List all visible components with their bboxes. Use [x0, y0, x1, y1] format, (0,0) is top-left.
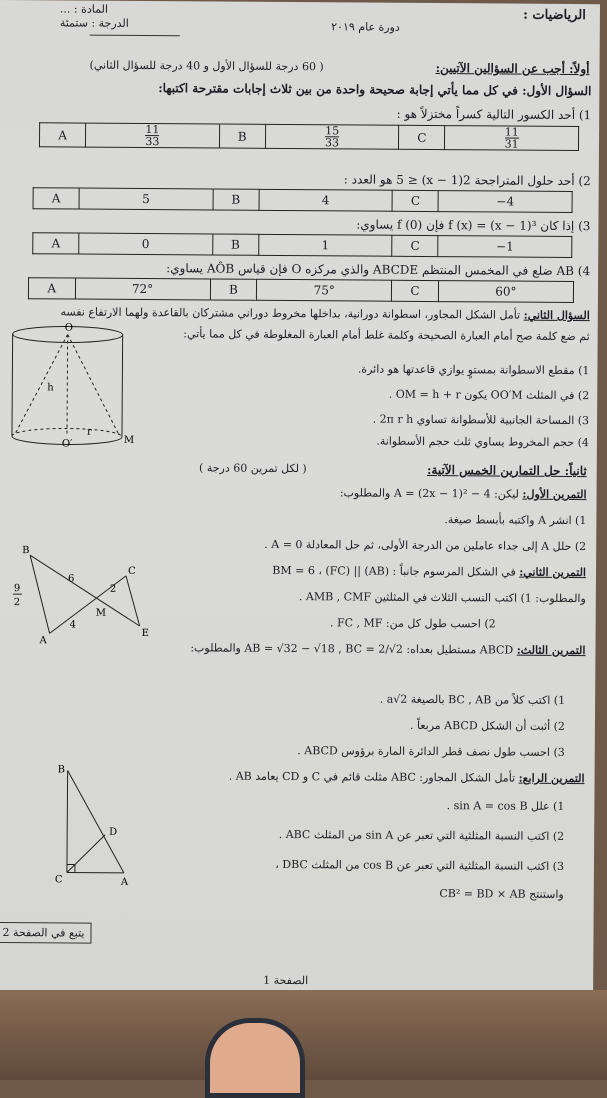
choice-b: $\frac{15}{33}$	[265, 124, 399, 149]
part1-marks: ( 60 درجة للسؤال الأول و 40 درجة للسؤال الثاني)	[90, 59, 324, 74]
ex1-item-1: 1) انشر A واكتبه بأبسط صيغة.	[444, 513, 586, 527]
q2-instructions: ثم ضع كلمة صح أمام العبارة الصحيحة وكلمة غلط أمام العبارة المغلوطة في كل مما يأتي:	[183, 327, 589, 343]
cylinder-left-edge	[12, 334, 13, 436]
q1-item-2-text: 2) أحد حلول المتراجحة 2(x − 1) ≤ 5 هو العدد :	[7, 170, 591, 188]
choice-label-a: A	[33, 233, 79, 254]
part2-heading: ثانياً: حل التمارين الخمس الآتية:	[427, 463, 587, 478]
ex2-item-1: والمطلوب: 1) اكتب النسب الثلاث في المثلثين AMB , CMF .	[299, 590, 586, 605]
q2-item-3: 3) المساحة الجانبية للأسطوانة تساوي 2π r h .	[373, 413, 590, 428]
ex2-text: التمرين الثاني: في الشكل المرسوم جانباً : BM = 6 ، (FC) || (AB)	[272, 564, 586, 579]
q2-item-1: 1) مقطع الاسطوانة بمستوٍ يوازي قاعدتها هو دائرة.	[358, 363, 590, 378]
cyl-label-bottom: O′	[62, 438, 73, 449]
choice-b: 75°	[257, 279, 392, 301]
choice-label-a: A	[33, 188, 79, 209]
q1-item-3-choices	[32, 232, 572, 258]
choice-label-b: B	[219, 124, 265, 148]
fig2-label-9: 9	[14, 583, 20, 594]
continue-note: يتبع في الصفحة 2	[0, 922, 92, 944]
ex2-item-2: 2) احسب طول كل من: FC , MF .	[330, 616, 496, 630]
cylinder-cone-figure	[7, 320, 138, 451]
choice-b: 1	[258, 234, 392, 256]
cyl-label-top: O	[65, 322, 73, 333]
fig2-label-e: E	[142, 628, 149, 639]
segment-ab	[30, 555, 51, 633]
choice-a: 0	[79, 233, 213, 255]
ex4-item-3: 3) اكتب النسبة المثلثية التي تعبر عن cos B من المثلث DBC ،	[275, 858, 564, 873]
choice-a: $\frac{11}{33}$	[86, 123, 220, 148]
subject-title: الرياضيات :	[523, 8, 586, 23]
q1-item-4-choices	[28, 277, 574, 303]
choice-label-b: B	[212, 234, 258, 255]
segment-ba	[67, 770, 125, 872]
page-number: الصفحة 1	[263, 974, 308, 987]
q1-item-3-text: 3) إذا كان f (x) = (x − 1)³ فإن f (0) يساوي:	[6, 215, 590, 233]
choice-c: $\frac{11}{31}$	[445, 126, 579, 151]
choice-label-a: A	[28, 278, 75, 299]
ex4-text: التمرين الرابع: تأمل الشكل المجاور: ABC مثلث قائم في C و CD يعامد AB .	[229, 770, 585, 785]
fig4-label-c: C	[55, 874, 63, 885]
ex3-item-2: 2) أثبت أن الشكل ABCD مربعاً .	[410, 719, 565, 733]
fig4-label-b: B	[58, 764, 65, 775]
fig2-label-6: 6	[68, 573, 74, 584]
fig4-label-d: D	[109, 827, 117, 838]
cyl-label-r: r	[87, 427, 92, 438]
choice-b: 4	[259, 189, 393, 211]
choice-c: −1	[438, 236, 572, 258]
background-foot	[205, 1018, 305, 1098]
choice-c: −4	[438, 191, 572, 213]
fig4-label-a: A	[120, 877, 129, 888]
fig2-label-m: M	[96, 608, 106, 619]
ex4-item-2: 2) اكتب النسبة المثلثية التي تعبر عن sin A من المثلث ABC .	[279, 828, 565, 843]
cone-right-edge	[67, 334, 120, 434]
part1-heading: أولاً: أجب عن السؤالين الآتيين:	[436, 61, 590, 76]
q1-item-4-text: 4) AB ضلع في المخمس المنتظم ABCDE والذي مركزه O فإن قياس AÔB يساوي:	[6, 260, 590, 278]
choice-label-c: C	[392, 190, 438, 211]
fig2-label-a: A	[38, 635, 47, 646]
q1-item-1-choices	[39, 122, 579, 151]
meta-subject: المادة : ...	[60, 2, 108, 15]
choice-label-a: A	[39, 123, 85, 147]
fig2-label-2b: 2	[14, 597, 20, 608]
q2-item-2: 2) في المثلث OO′M يكون OM = h + r .	[389, 388, 590, 402]
ex2-figure	[7, 545, 168, 646]
choice-label-b: B	[213, 189, 259, 210]
q1-title: السؤال الأول: في كل مما يأتي إجابة صحيحة واحدة من بين ثلاث إجابات مقترحة اكتبها:	[7, 80, 591, 98]
cone-height	[67, 334, 68, 436]
fig2-label-2: 2	[110, 584, 116, 595]
ex3-text: التمرين الثالث: ABCD مستطيل بعداه: AB = √32 − √18 , BC = 2/√2 والمطلوب:	[190, 641, 585, 657]
q1-item-2-choices	[33, 187, 573, 213]
choice-label-b: B	[210, 279, 257, 300]
ex3-item-1: 1) اكتب كلاً من BC , AB بالصيغة a√2 .	[380, 693, 565, 707]
choice-label-c: C	[392, 235, 438, 256]
part2-marks: ( لكل تمرين 60 درجة )	[199, 461, 307, 475]
ex1-text: التمرين الأول: ليكن: A = (2x − 1)² − 4 والمطلوب:	[340, 486, 587, 501]
q2-item-4: 4) حجم المخروط يساوي ثلث حجم الأسطوانة.	[376, 435, 589, 449]
ex3-item-3: 3) احسب طول نصف قطر الدائرة المارة برؤوس ABCD .	[297, 744, 565, 759]
header-rule	[90, 35, 180, 37]
fig2-label-c: C	[128, 566, 136, 577]
cylinder-right-edge	[122, 335, 123, 437]
ex4-item-1: 1) علل sin A = cos B .	[447, 799, 565, 813]
fig2-label-b: B	[22, 545, 29, 556]
meta-grade: الدرجة : ستمئة	[60, 16, 129, 29]
choice-a: 5	[79, 188, 213, 210]
choice-c: 60°	[438, 281, 573, 303]
cyl-label-h: h	[47, 382, 54, 393]
segment-cd	[67, 834, 105, 872]
q2-intro: السؤال الثاني: تأمل الشكل المجاور، اسطوانة دورانية، بداخلها مخروط دوراني مشتركان بالقاعدة ولهما الارتفاع نفسه	[60, 305, 589, 322]
cone-left-edge	[15, 334, 68, 434]
segment-be	[30, 555, 140, 626]
ex1-item-2: 2) حلل A إلى جداء عاملين من الدرجة الأولى، ثم حل المعادلة A = 0 .	[264, 538, 586, 553]
session-title: دورة عام ٢٠١٩	[331, 20, 400, 33]
segment-bc	[67, 770, 68, 872]
q1-item-1-text: 1) أحد الكسور التالية كسراً مختزلاً هو :	[7, 104, 591, 122]
choice-label-c: C	[399, 125, 445, 149]
choice-label-c: C	[392, 280, 439, 301]
choice-a: 72°	[75, 278, 210, 300]
ex4-item-4: واستنتج CB² = BD × AB	[439, 887, 563, 901]
ex4-figure	[49, 760, 150, 891]
fig2-label-4: 4	[70, 620, 76, 631]
cyl-label-m: M	[124, 435, 134, 446]
